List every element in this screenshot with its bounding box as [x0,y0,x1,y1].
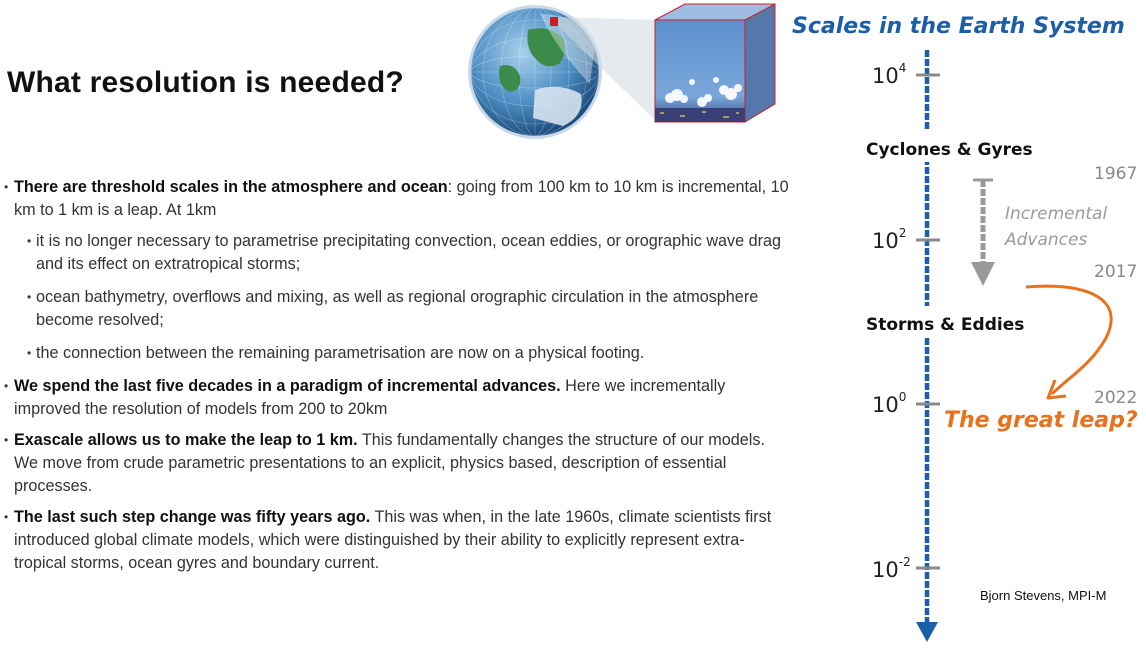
leap-arrow [1026,286,1111,398]
great-leap-label: The great leap? [944,408,1138,433]
bullet-lead: There are threshold scales in the atmosphere and ocean [14,178,448,196]
bullet-list [0,176,790,583]
bullet-lead: The last such step change was fifty years ago. [14,508,371,526]
sub-bullet-convection: • it is no longer necessary to parametrise precipitating convection, ocean eddies, or orographic wave drag and its effect on extratropical storms; [0,230,790,276]
scales-title: Scales in the Earth System [792,14,1125,39]
tick-label-1e-2: $10^{-2}$ [872,555,911,582]
bullet-text: This fundamentally changes the structure of our models. We move from crude parametric presentations to an explicit, physics based, description of essential processes. [14,431,765,495]
tick-label-1e4: $10^4$ [872,61,907,88]
bullet-text: Here we incrementally improved the resolution of models from 200 to 20km [14,377,726,418]
incremental-advances-label: Incremental Advances [1005,204,1108,250]
bullet-text: : going from 100 km to 10 km is incremental, 10 km to 1 km is a leap. At 1km [14,178,789,219]
tick-label-1e0: $10^0$ [872,390,907,417]
bullet-exascale [0,429,790,498]
category-cyclones-gyres: Cyclones & Gyres [866,140,1033,160]
bullet-step-change [0,506,790,575]
category-storms-eddies: Storms & Eddies [866,315,1025,335]
sub-bullet-list [0,230,790,365]
slide-title: What resolution is needed? [7,66,404,99]
sub-bullet-bathymetry: • ocean bathymetry, overflows and mixing, as well as regional orographic circulation in the atmosphere become resolved; [0,286,790,332]
sub-bullet-parametrisation: • the connection between the remaining parametrisation are now on a physical footing. [0,342,790,365]
tick-label-1e2: $10^2$ [872,226,907,253]
bullet-five-decades [0,375,790,421]
credit-text: Bjorn Stevens, MPI-M [980,588,1107,603]
year-2017: 2017 [1094,262,1138,282]
year-1967: 1967 [1094,164,1138,184]
bullet-lead: Exascale allows us to make the leap to 1 km. [14,431,358,449]
bullet-lead: We spend the last five decades in a paradigm of incremental advances. [14,377,561,395]
year-2022: 2022 [1094,388,1138,408]
globe-illustration [440,0,780,160]
bullet-text: This was when, in the late 1960s, climate scientists first introduced global climate models, which were distinguished by their ability to explicitly represent extra-tropical storms, ocean gyres and boundary current. [14,508,772,572]
bullet-threshold-scales [0,176,790,222]
scales-panel [790,0,1146,648]
incremental-arrow [971,180,995,286]
